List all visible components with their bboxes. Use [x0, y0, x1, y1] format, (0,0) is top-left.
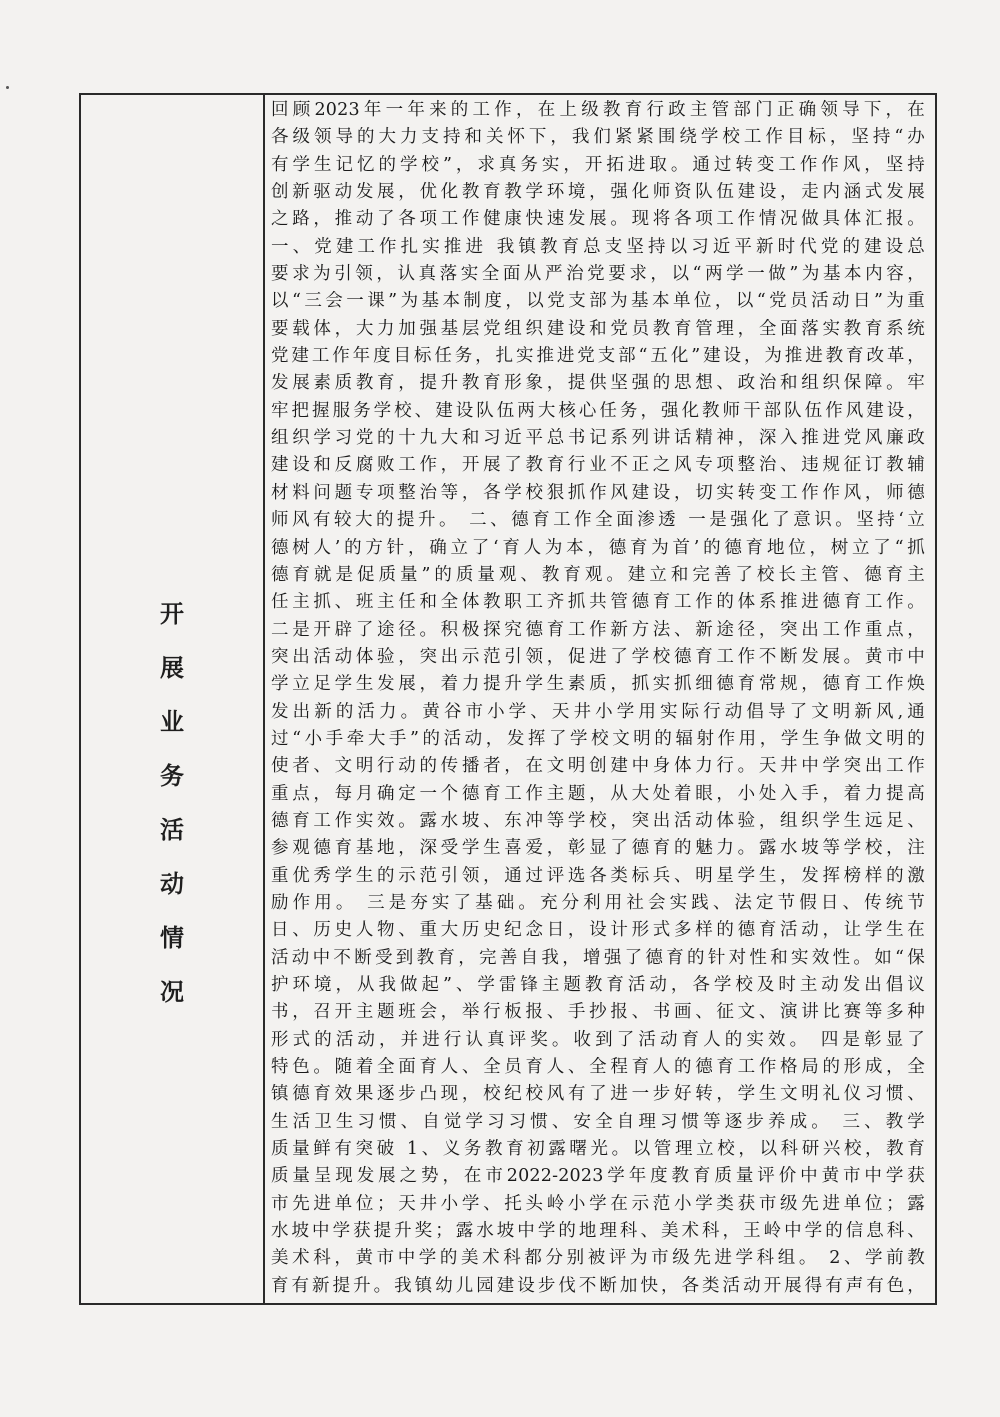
report-text-line: 德树人’的方针，确立了‘育人为本，德育为首’的德育地位，树立了“抓 [271, 537, 925, 558]
report-text-line: 重点，每月确定一个德育工作主题，从大处着眼，小处入手，着力提高 [271, 783, 925, 804]
report-text-line: 一、党建工作扎实推进 我镇教育总支坚持以习近平新时代党的建设总 [271, 236, 925, 257]
report-text-line: 创新驱动发展，优化教育教学环境，强化师资队伍建设，走内涵式发展 [271, 182, 925, 203]
report-text-line: 建设和反腐败工作，开展了教育行业不正之风专项整治、违规征订教辅 [271, 455, 925, 476]
report-text-line: 使者、文明行动的传播者，在文明创建中身体力行。天井中学突出工作 [271, 756, 925, 777]
report-text-line: 镇德育效果逐步凸现，校纪校风有了进一步好转，学生文明礼仪习惯、 [271, 1084, 925, 1105]
report-text-line: 德育就是促质量”的质量观、教育观。建立和完善了校长主管、德育主 [271, 564, 925, 585]
row-label-char: 开 [160, 599, 184, 628]
report-text-line: 回顾2023年一年来的工作，在上级教育行政主管部门正确领导下，在 [271, 100, 925, 120]
report-text-line: 各级领导的大力支持和关怀下，我们紧紧围绕学校工作目标，坚持“办 [271, 127, 925, 148]
row-label-vertical [81, 587, 263, 1019]
report-text-line: 发展素质教育，提升教育形象，提供坚强的思想、政治和组织保障。牢 [271, 373, 925, 394]
report-text-line: 组织学习党的十九大和习近平总书记系列讲话精神，深入推进党风廉政 [271, 428, 925, 449]
report-text-line: 过“小手牵大手”的活动，发挥了学校文明的辐射作用，学生争做文明的 [271, 728, 925, 749]
row-label-char: 业 [160, 707, 184, 736]
report-text-line: 形式的活动，并进行认真评奖。收到了活动育人的实效。 四是彰显了 [271, 1029, 925, 1050]
report-text-line: 德育工作实效。露水坡、东冲等学校，突出活动体验，组织学生远足、 [271, 810, 925, 831]
report-text-line: 重优秀学生的示范引领，通过评选各类标兵、明星学生，发挥榜样的激 [271, 865, 925, 886]
report-text-line: 书，召开主题班会，举行板报、手抄报、书画、征文、演讲比赛等多种 [271, 1002, 925, 1023]
report-text-line: 护环境，从我做起”、学雷锋主题教育活动，各学校及时主动发出倡议 [271, 975, 925, 995]
report-text-line: 党建工作年度目标任务，扎实推进党支部“五化”建设，为推进教育改革， [271, 346, 925, 367]
row-label-char: 况 [160, 977, 184, 1006]
report-text-line: 活动中不断受到教育，完善自我，增强了德育的针对性和实效性。如“保 [271, 947, 925, 968]
report-text-line: 以“三会一课”为基本制度，以党支部为基本单位，以“党员活动日”为重 [271, 291, 925, 312]
report-text-line: 市先进单位；天井小学、托头岭小学在示范小学类获市级先进单位；露 [271, 1193, 925, 1214]
report-text-line: 师风有较大的提升。 二、德育工作全面渗透 一是强化了意识。坚持‘立 [271, 510, 925, 531]
row-label-cell [81, 95, 265, 1303]
report-text-line: 水坡中学获提升奖；露水坡中学的地理科、美术科，王岭中学的信息科、 [271, 1221, 925, 1242]
report-text-line: 育有新提升。我镇幼儿园建设步伐不断加快，各类活动开展得有声有色， [271, 1275, 925, 1296]
report-text-line: 牢把握服务学校、建设队伍两大核心任务，强化教师干部队伍作风建设， [271, 400, 925, 421]
report-text-line: 任主抓、班主任和全体教职工齐抓共管德育工作的体系推进德育工作。 [271, 592, 925, 613]
report-text-line: 有学生记忆的学校”，求真务实，开拓进取。通过转变工作作风，坚持 [271, 154, 925, 175]
report-text-line: 质量鲜有突破 1、义务教育初露曙光。以管理立校，以科研兴校，教育 [271, 1139, 925, 1160]
report-text-line: 励作用。 三是夯实了基础。充分利用社会实践、法定节假日、传统节 [271, 892, 925, 913]
report-text-line: 日、历史人物、重大历史纪念日，设计形式多样的德育活动，让学生在 [271, 920, 925, 941]
report-text-line: 生活卫生习惯、自觉学习习惯、安全自理习惯等逐步养成。 三、教学 [271, 1111, 925, 1132]
form-table [79, 93, 937, 1305]
report-text-line: 要求为引领，认真落实全面从严治党要求，以“两学一做”为基本内容， [271, 264, 925, 285]
report-text-line: 发出新的活力。黄谷市小学、天井小学用实际行动倡导了文明新风,通 [271, 701, 925, 722]
row-label-char: 动 [160, 869, 184, 898]
report-content-cell [271, 97, 925, 1297]
report-text-line: 特色。随着全面育人、全员育人、全程育人的德育工作格局的形成，全 [271, 1057, 925, 1078]
report-text-line: 质量呈现发展之势，在市2022-2023学年度教育质量评价中黄市中学获 [271, 1166, 925, 1187]
report-text-line: 学立足学生发展，着力提升学生素质，抓实抓细德育常规，德育工作焕 [271, 674, 925, 695]
report-text-line: 二是开辟了途径。积极探究德育工作新方法、新途径，突出工作重点， [271, 619, 925, 640]
report-text-line: 之路，推动了各项工作健康快速发展。现将各项工作情况做具体汇报。 [271, 209, 925, 230]
report-text-line: 材料问题专项整治等，各学校狠抓作风建设，切实转变工作作风，师德 [271, 482, 925, 503]
row-label-char: 活 [160, 815, 184, 844]
row-label-char: 务 [160, 761, 184, 790]
report-text-line: 突出活动体验，突出示范引领，促进了学校德育工作不断发展。黄市中 [271, 646, 925, 667]
row-label-char: 展 [160, 653, 184, 682]
report-text-line: 美术科，黄市中学的美术科都分别被评为市级先进学科组。 2、学前教 [271, 1248, 925, 1269]
scan-speck [6, 86, 9, 89]
row-label-char: 情 [160, 923, 184, 952]
report-text-line: 参观德育基地，深受学生喜爱，彰显了德育的魅力。露水坡等学校，注 [271, 838, 925, 859]
report-text-line: 要载体，大力加强基层党组织建设和党员教育管理，全面落实教育系统 [271, 318, 925, 339]
